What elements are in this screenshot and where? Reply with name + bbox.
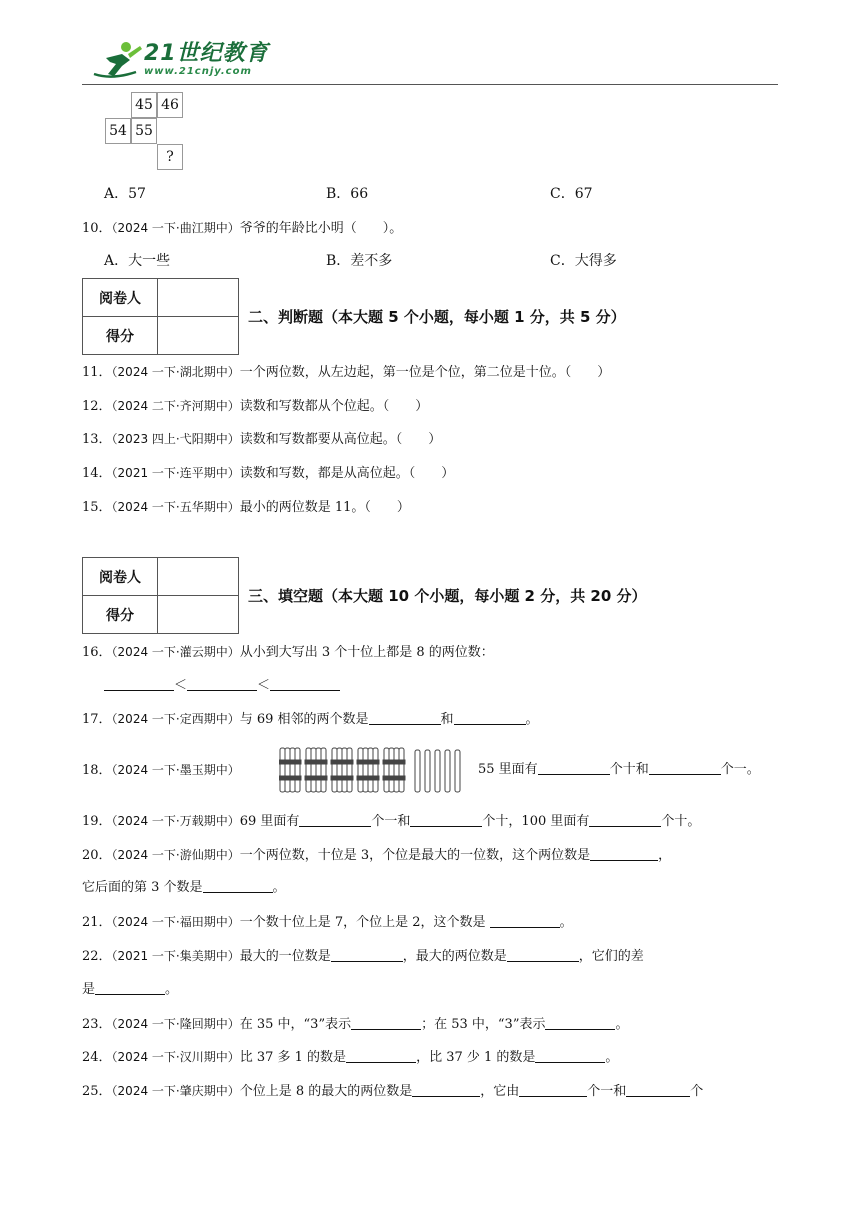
answer-blank[interactable] xyxy=(187,676,257,691)
answer-blank[interactable] xyxy=(535,1048,605,1063)
option-b: B．差不多 xyxy=(326,253,393,269)
section-title: 三、填空题（本大题 10 个小题，每小题 2 分，共 20 分） xyxy=(248,587,647,605)
question-15: 15．（2024 一下·五华期中）最小的两位数是 11。（ ） xyxy=(82,500,410,515)
answer-blank[interactable] xyxy=(454,710,526,725)
question-24: 24．（2024 一下·汉川期中）比 37 多 1 的数是 ，比 37 少 1 的数是 。 xyxy=(82,1050,619,1065)
option-b: B．66 xyxy=(326,186,369,202)
grid-cell-question: ? xyxy=(157,144,183,170)
score-cell xyxy=(158,596,239,634)
logo-url-text: www.21cnjy.com xyxy=(144,66,252,77)
reviewer-label: 阅卷人 xyxy=(83,279,158,317)
score-box xyxy=(82,557,239,634)
header-divider xyxy=(82,84,778,85)
question-17: 17．（2024 一下·定西期中）与 69 相邻的两个数是 和 。 xyxy=(82,712,539,727)
answer-blank[interactable] xyxy=(410,812,482,827)
question-14: 14．（2021 一下·连平期中）读数和写数，都是从高位起。（ ） xyxy=(82,466,455,481)
answer-blank[interactable] xyxy=(412,1082,480,1097)
logo-main-text: 21世纪教育 xyxy=(144,41,269,66)
score-cell xyxy=(158,317,239,355)
answer-blank[interactable] xyxy=(331,947,403,962)
grid-cell: 55 xyxy=(131,118,157,144)
question-20-line-2: 它后面的第 3 个数是 。 xyxy=(82,880,286,895)
question-18-blanks: 55 里面有 个十和 个一。 xyxy=(478,762,760,777)
question-16-blanks: ＜ ＜ xyxy=(104,676,340,696)
question-19: 19．（2024 一下·万载期中）69 里面有 个一和 个十，100 里面有 个十。 xyxy=(82,814,701,829)
question-18: 18．（2024 一下·墨玉期中） xyxy=(82,763,240,778)
score-label: 得分 xyxy=(83,317,158,355)
answer-blank[interactable] xyxy=(346,1048,416,1063)
answer-blank[interactable] xyxy=(270,676,340,691)
question-20: 20．（2024 一下·游仙期中）一个两位数，十位是 3，个位是最大的一位数，这个两位数是 ， xyxy=(82,848,672,863)
reviewer-cell xyxy=(158,558,239,596)
answer-blank[interactable] xyxy=(507,947,579,962)
answer-blank[interactable] xyxy=(538,760,610,775)
section-title: 二、判断题（本大题 5 个小题，每小题 1 分，共 5 分） xyxy=(248,308,626,326)
question-13: 13．（2023 四上·弋阳期中）读数和写数都要从高位起。（ ） xyxy=(82,432,442,447)
answer-blank[interactable] xyxy=(369,710,441,725)
question-22-line-2: 是 。 xyxy=(82,982,179,997)
score-box xyxy=(82,278,239,355)
answer-blank[interactable] xyxy=(649,760,721,775)
answer-blank[interactable] xyxy=(590,846,658,861)
answer-blank[interactable] xyxy=(519,1082,587,1097)
question-22: 22．（2021 一下·集美期中）最大的一位数是 ，最大的两位数是 ，它们的差 xyxy=(82,949,644,964)
question-21: 21．（2024 一下·福田期中）一个数十位上是 7，个位上是 2，这个数是 。 xyxy=(82,915,573,930)
question-12: 12．（2024 二下·齐河期中）读数和写数都从个位起。（ ） xyxy=(82,399,429,414)
grid-cell: 54 xyxy=(105,118,131,144)
question-25: 25．（2024 一下·肇庆期中）个位上是 8 的最大的两位数是 ，它由 个一和 个 xyxy=(82,1084,704,1099)
answer-blank[interactable] xyxy=(95,980,165,995)
grid-cell: 45 xyxy=(131,92,157,118)
question-10: 10．（2024 一下·曲江期中）爷爷的年龄比小明（ ）。 xyxy=(82,221,403,236)
reviewer-label: 阅卷人 xyxy=(83,558,158,596)
answer-blank[interactable] xyxy=(490,913,560,928)
answer-blank[interactable] xyxy=(351,1015,421,1030)
counting-sticks-icon xyxy=(279,746,471,796)
site-logo xyxy=(92,38,269,82)
option-c: C．67 xyxy=(550,186,593,202)
runner-logo-icon xyxy=(92,40,144,80)
option-a: A．57 xyxy=(104,186,146,202)
question-16: 16．（2024 一下·灌云期中）从小到大写出 3 个十位上都是 8 的两位数： xyxy=(82,645,494,660)
question-23: 23．（2024 一下·隆回期中）在 35 中，“3”表示 ；在 53 中，“3”表示 。 xyxy=(82,1017,629,1032)
option-a: A．大一些 xyxy=(104,253,171,269)
score-label: 得分 xyxy=(83,596,158,634)
question-11: 11．（2024 一下·湖北期中）一个两位数，从左边起，第一位是个位，第二位是十位。（ ） xyxy=(82,365,611,380)
answer-blank[interactable] xyxy=(589,812,661,827)
option-c: C．大得多 xyxy=(550,253,617,269)
answer-blank[interactable] xyxy=(545,1015,615,1030)
grid-cell: 46 xyxy=(157,92,183,118)
reviewer-cell xyxy=(158,279,239,317)
answer-blank[interactable] xyxy=(203,878,273,893)
answer-blank[interactable] xyxy=(299,812,371,827)
logo-text xyxy=(144,42,269,78)
answer-blank[interactable] xyxy=(626,1082,690,1097)
answer-blank[interactable] xyxy=(104,676,174,691)
